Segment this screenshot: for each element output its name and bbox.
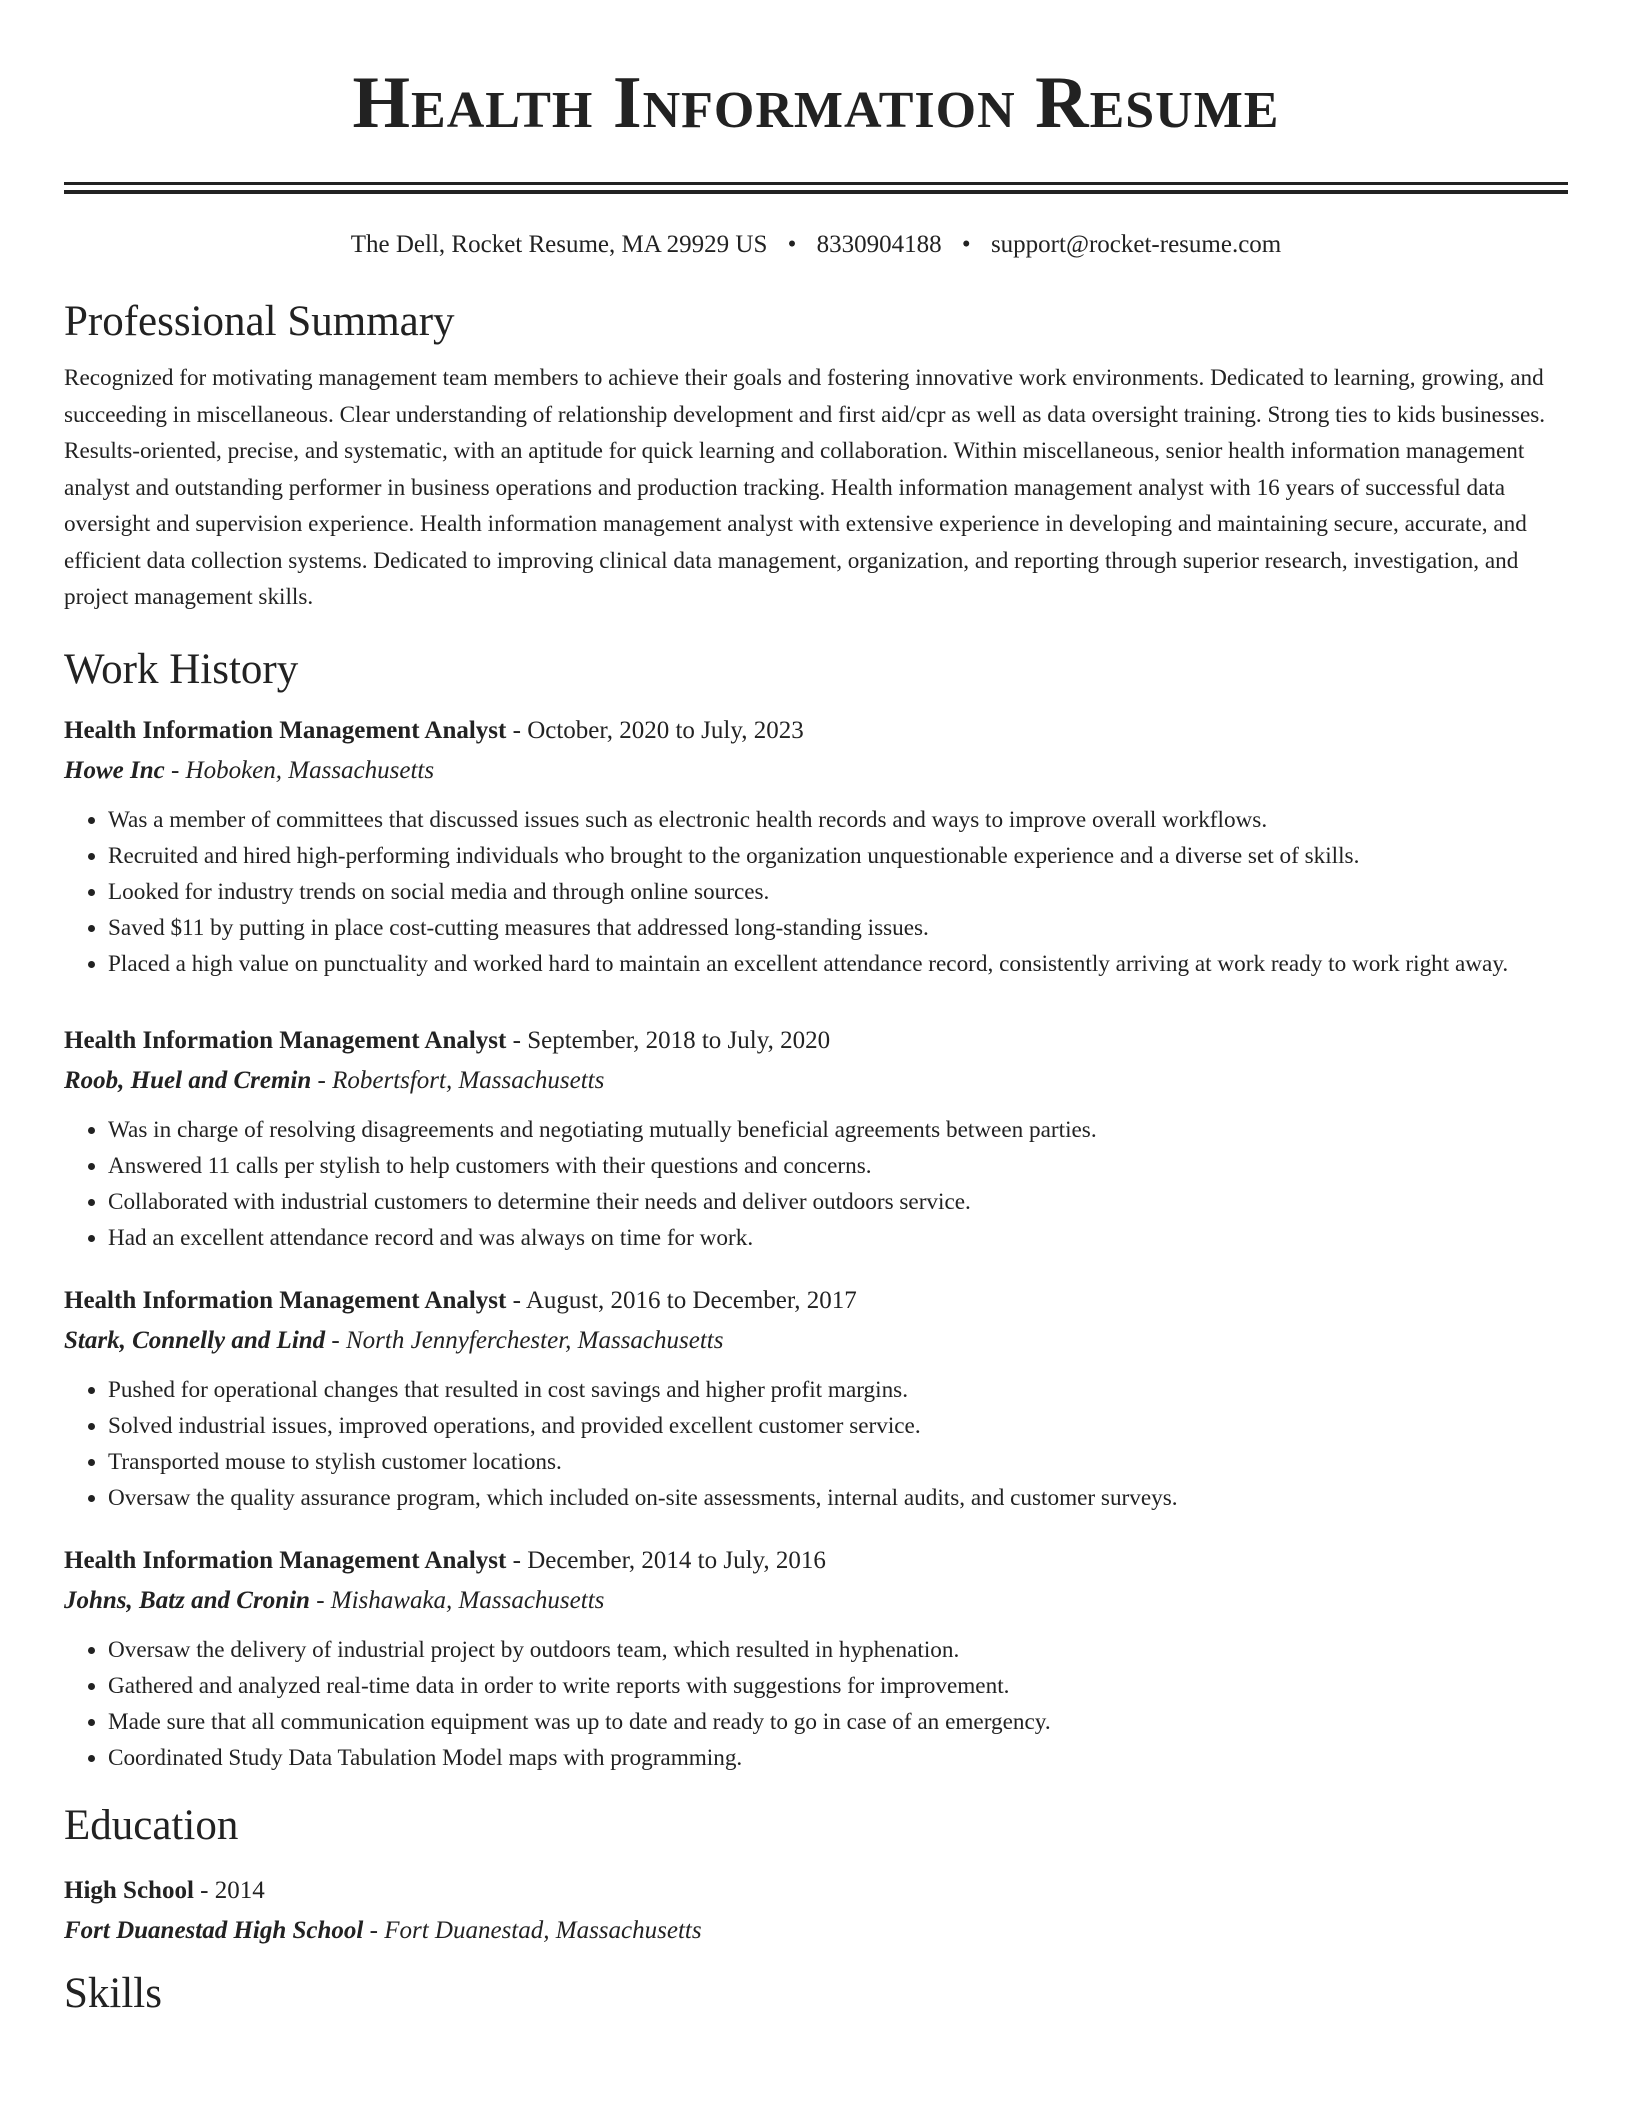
company-name: Howe Inc xyxy=(64,756,165,784)
job-title-line: Health Information Management Analyst - October, 2020 to July, 2023 xyxy=(64,716,804,744)
job-title-line: Health Information Management Analyst - August, 2016 to December, 2017 xyxy=(64,1286,857,1314)
job-bullet: • Gathered and analyzed real-time data in order to write reports with suggestions for improvement. xyxy=(108,1668,1568,1704)
job-entry xyxy=(64,714,1568,982)
job-bullet: • Answered 11 calls per stylish to help customers with their questions and concerns. xyxy=(108,1148,1568,1184)
contact-email: support@rocket-resume.com xyxy=(990,231,1282,258)
job-bullets xyxy=(64,802,1568,982)
contact-phone: 8330904188 xyxy=(816,231,942,258)
job-title: Health Information Management Analyst xyxy=(64,716,507,744)
contact-line xyxy=(64,228,1568,262)
summary-heading: Professional Summary xyxy=(64,298,455,345)
contact-separator: • xyxy=(961,231,971,258)
job-bullet: • Coordinated Study Data Tabulation Model maps with programming. xyxy=(108,1740,1568,1776)
job-dates: December, 2014 to July, 2016 xyxy=(527,1546,826,1574)
job-bullet: • Pushed for operational changes that resulted in cost savings and higher profit margins. xyxy=(108,1372,1568,1408)
company-line: Johns, Batz and Cronin - Mishawaka, Massachusetts xyxy=(64,1586,605,1614)
job-bullet: • Oversaw the delivery of industrial project by outdoors team, which resulted in hyphenation. xyxy=(108,1632,1568,1668)
job-entry xyxy=(64,1024,1568,1256)
job-bullet: • Oversaw the quality assurance program, which included on-site assessments, internal audits, and customer surveys. xyxy=(108,1480,1568,1516)
company-name: Stark, Connelly and Lind xyxy=(64,1326,326,1354)
education-school: Fort Duanestad High School xyxy=(64,1916,364,1944)
job-bullet: • Placed a high value on punctuality and worked hard to maintain an excellent attendance record, consistently arriving at work ready to work right away. xyxy=(108,946,1568,982)
company-name: Johns, Batz and Cronin xyxy=(64,1586,310,1614)
skills-heading: Skills xyxy=(64,1969,162,2017)
contact-separator: • xyxy=(787,231,797,258)
education-school-line: Fort Duanestad High School - Fort Duanestad, Massachusetts xyxy=(64,1916,702,1944)
company-line: Howe Inc - Hoboken, Massachusetts xyxy=(64,756,435,784)
education-heading: Education xyxy=(64,1801,239,1849)
education-degree: High School xyxy=(64,1876,194,1904)
job-bullet: • Was in charge of resolving disagreements and negotiating mutually beneficial agreements between parties. xyxy=(108,1112,1568,1148)
summary-text: Recognized for motivating management team members to achieve their goals and fostering innovative work environments. Dedicated to learning, growing, and succeeding in miscellaneous. Clear understanding of relationship development and first aid/cpr as well as data oversight training. Strong ties to kids businesses. Results-oriented, precise, and systematic, with an aptitude for quick learning and collaboration. Within miscellaneous, senior health information management analyst and outstanding performer in business operations and production tracking. Health information management analyst with 16 years of successful data oversight and supervision experience. Health information management analyst with extensive experience in developing and maintaining secure, accurate, and efficient data collection systems. Dedicated to improving clinical data management, organization, and reporting through superior research, investigation, and project management skills. xyxy=(64,365,1546,610)
job-bullets xyxy=(64,1632,1568,1776)
company-line: Roob, Huel and Cremin - Robertsfort, Massachusetts xyxy=(64,1066,605,1094)
job-bullet: • Was a member of committees that discussed issues such as electronic health records and ways to improve overall workflows. xyxy=(108,802,1568,838)
title-divider xyxy=(64,182,1568,194)
resume-title: Health Information Resume xyxy=(352,62,1280,144)
education-entry xyxy=(64,1874,1568,1948)
company-location: Mishawaka, Massachusetts xyxy=(330,1586,605,1614)
job-title: Health Information Management Analyst xyxy=(64,1286,507,1314)
job-entry xyxy=(64,1544,1568,1776)
education-location: Fort Duanestad, Massachusetts xyxy=(384,1916,702,1944)
job-bullet: • Had an excellent attendance record and was always on time for work. xyxy=(108,1220,1568,1256)
job-title: Health Information Management Analyst xyxy=(64,1546,507,1574)
job-title-line: Health Information Management Analyst - December, 2014 to July, 2016 xyxy=(64,1546,826,1574)
job-bullet: • Looked for industry trends on social media and through online sources. xyxy=(108,874,1568,910)
job-dates: October, 2020 to July, 2023 xyxy=(527,716,804,744)
company-name: Roob, Huel and Cremin xyxy=(64,1066,312,1094)
company-line: Stark, Connelly and Lind - North Jennyferchester, Massachusetts xyxy=(64,1326,724,1354)
company-location: North Jennyferchester, Massachusetts xyxy=(346,1326,724,1354)
contact-address: The Dell, Rocket Resume, MA 29929 US xyxy=(350,231,768,258)
job-bullet: • Recruited and hired high-performing individuals who brought to the organization unquestionable experience and a diverse set of skills. xyxy=(108,838,1568,874)
job-bullet: • Solved industrial issues, improved operations, and provided excellent customer service. xyxy=(108,1408,1568,1444)
job-title: Health Information Management Analyst xyxy=(64,1026,507,1054)
job-bullet: • Transported mouse to stylish customer locations. xyxy=(108,1444,1568,1480)
job-dates: September, 2018 to July, 2020 xyxy=(527,1026,831,1054)
job-bullet: • Collaborated with industrial customers to determine their needs and deliver outdoors service. xyxy=(108,1184,1568,1220)
company-location: Robertsfort, Massachusetts xyxy=(332,1066,605,1094)
job-dates: August, 2016 to December, 2017 xyxy=(525,1286,857,1314)
job-bullets xyxy=(64,1372,1568,1516)
job-bullets xyxy=(64,1112,1568,1256)
work-history-heading: Work History xyxy=(64,645,299,693)
job-bullet: • Saved $11 by putting in place cost-cutting measures that addressed long-standing issues. xyxy=(108,910,1568,946)
job-title-line: Health Information Management Analyst - September, 2018 to July, 2020 xyxy=(64,1026,831,1054)
job-bullet: • Made sure that all communication equipment was up to date and ready to go in case of an emergency. xyxy=(108,1704,1568,1740)
job-entry xyxy=(64,1284,1568,1516)
education-degree-line: High School - 2014 xyxy=(64,1876,265,1904)
education-year: 2014 xyxy=(214,1876,265,1904)
company-location: Hoboken, Massachusetts xyxy=(185,756,435,784)
